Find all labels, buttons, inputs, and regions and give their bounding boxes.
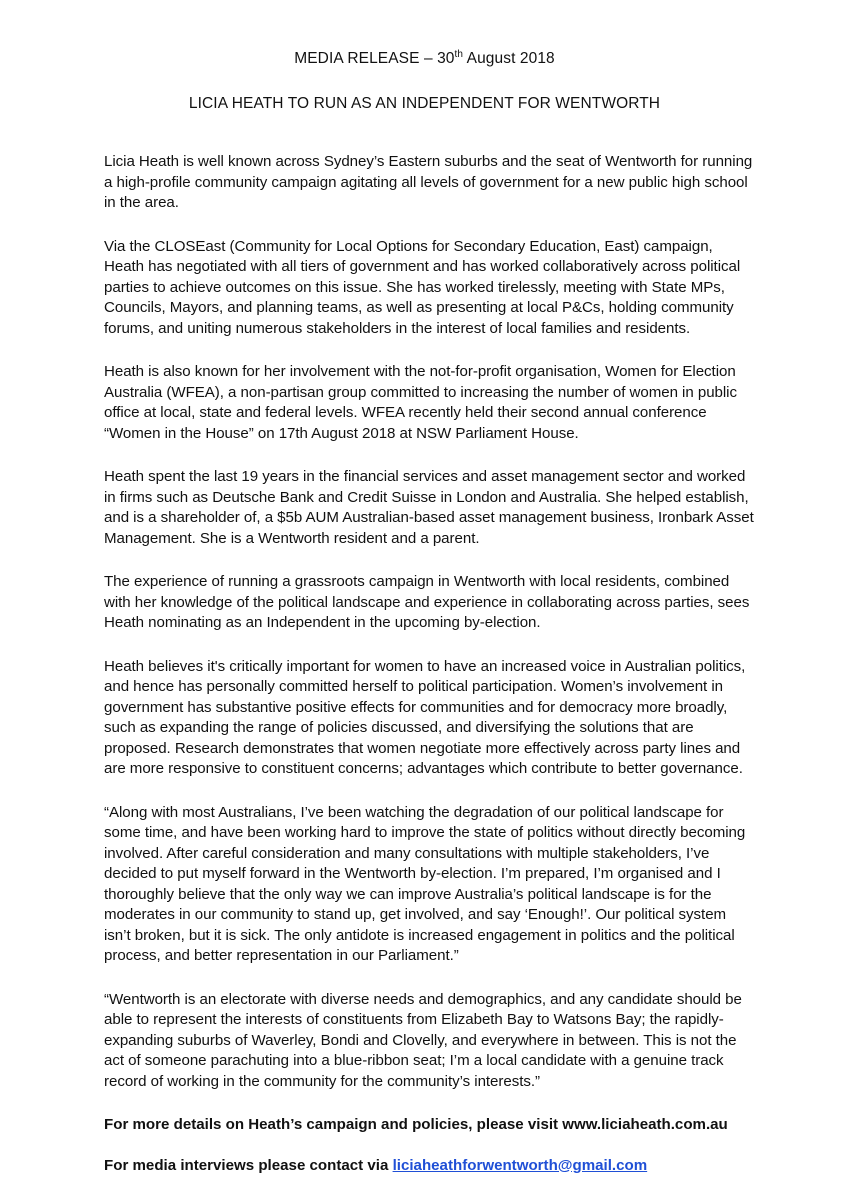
- media-contact-prefix: For media interviews please contact via: [104, 1156, 393, 1174]
- release-date-line: [0, 50, 849, 68]
- headline: LICIA HEATH TO RUN AS AN INDEPENDENT FOR WENTWORTH: [188, 95, 661, 112]
- media-contact-line: [104, 1156, 754, 1177]
- paragraph-intro: Licia Heath is well known across Sydney’s Eastern suburbs and the seat of Wentworth for running a high-profile community campaign agitating all levels of government for a new public high school in the area.: [104, 153, 753, 211]
- paragraph-closeast: Via the CLOSEast (Community for Local Options for Secondary Education, East) campaign, Heath has negotiated with all tiers of government and has worked collaboratively across political parties to achieve outcomes on this issue. She has worked tirelessly, meeting with State MPs, Councils, Mayors, and planning teams, as well as presenting at local P&Cs, holding community forums, and uniting numerous stakeholders in the interest of local families and residents.: [104, 237, 741, 337]
- paragraph-career: Heath spent the last 19 years in the financial services and asset management sector and worked in firms such as Deutsche Bank and Credit Suisse in London and Australia. She helped establish, and is a shareholder of, a $5b AUM Australian-based asset management business, Ironbark Asset Management. She is a Wentworth resident and a parent.: [104, 468, 754, 547]
- date-ordinal-suffix: th: [454, 49, 464, 60]
- paragraph-wfea: Heath is also known for her involvement with the not-for-profit organisation, Women for Election Australia (WFEA), a non-partisan group committed to increasing the number of women in public office at local, state and federal levels. WFEA recently held their second annual conference “Women in the House” on 17th August 2018 at NSW Parliament House.: [104, 363, 737, 442]
- release-suffix: August 2018: [463, 50, 555, 67]
- paragraph-quote-electorate: “Wentworth is an electorate with diverse needs and demographics, and any candidate should be able to represent the interests of constituents from Elizabeth Bay to Watsons Bay; the rapidly-expanding suburbs of Waverley, Bondi and Clovelly, and everywhere in between. This is not the act of someone parachuting into a blue-ribbon seat; I’m a local candidate with a genuine track record of working in the community for the community’s interests.”: [104, 990, 742, 1090]
- paragraph-grassroots: The experience of running a grassroots campaign in Wentworth with local residents, combined with her knowledge of the political landscape and experience in collaborating across parties, sees Heath nominating as an Independent in the upcoming by-election.: [104, 573, 750, 631]
- contact-email-link[interactable]: liciaheathforwentworth@gmail.com: [392, 1156, 648, 1174]
- release-prefix: MEDIA RELEASE – 30: [294, 50, 455, 67]
- paragraph-women-politics: Heath believes it's critically important for women to have an increased voice in Australian politics, and hence has personally committed herself to political participation. Women’s involvement in government has substantive positive effects for communities and for democracy more broadly, such as expanding the range of policies discussed, and diversifying the solutions that are proposed. Research demonstrates that women negotiate more effectively across party lines and are more responsive to constituent concerns; advantages which contribute to better governance.: [104, 657, 746, 777]
- paragraph-quote-landscape: “Along with most Australians, I’ve been watching the degradation of our political landscape for some time, and have been working hard to improve the state of politics without directly becoming involved. After careful consideration and many consultations with multiple stakeholders, I’ve decided to put myself forward in the Wentworth by-election. I’m prepared, I’m organised and I thoroughly believe that the only way we can improve Australia’s political landscape is for the moderates in our community to stand up, get involved, and say ‘Enough!’. Our political system isn’t broken, but it is sick. The only antidote is increased engagement in politics and the political process, and better representation in our Parliament.”: [104, 803, 746, 964]
- release-body: [104, 152, 754, 1196]
- campaign-details-line: For more details on Heath’s campaign and policies, please visit www.liciaheath.com.au: [104, 1116, 728, 1133]
